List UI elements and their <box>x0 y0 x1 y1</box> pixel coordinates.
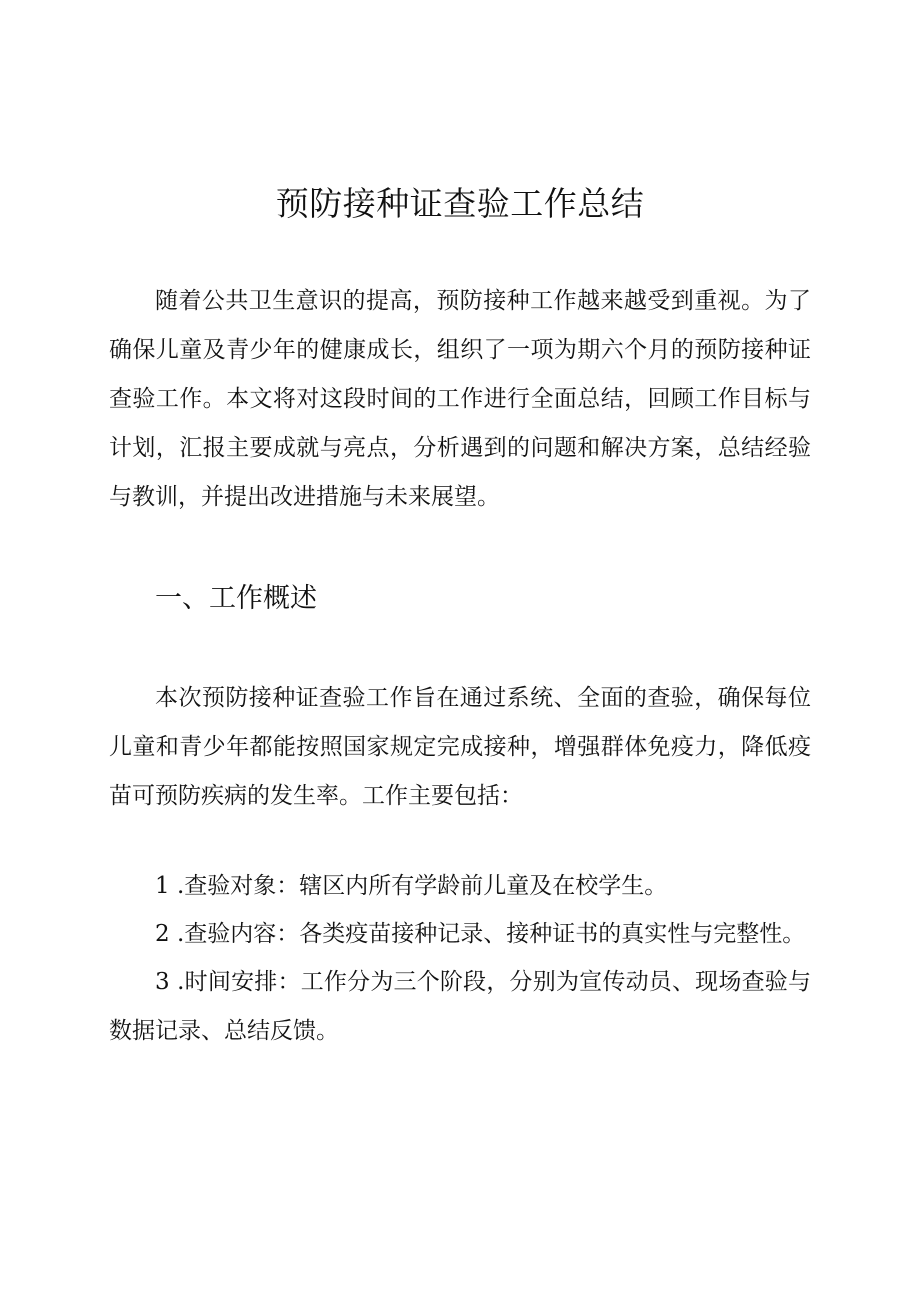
list-item-term: 时间安排： <box>184 969 301 995</box>
list-item-number: 3 . <box>155 969 185 995</box>
list-item-term: 查验对象： <box>184 873 300 899</box>
document-title: 预防接种证查验工作总结 <box>275 184 645 223</box>
list-item-inspection-content <box>109 910 811 959</box>
list-item-inspection-target <box>109 862 811 911</box>
section-heading-overview: 一、工作概述 <box>155 583 317 614</box>
intro-paragraph: 随着公共卫生意识的提高，预防接种工作越来越受到重视。为了确保儿童及青少年的健康成长，组织了一项为期六个月的预防接种证查验工作。本文将对这段时间的工作进行全面总结，回顾工作目标与计划，汇报主要成就与亮点，分析遇到的问题和解决方案，总结经验与教训，并提出改进措施与未来展望。 <box>109 288 811 510</box>
list-item-schedule <box>109 958 811 1056</box>
list-item-number: 2 . <box>155 921 185 947</box>
list-item-text: 各类疫苗接种记录、接种证书的真实性与完整性。 <box>299 921 806 947</box>
list-item-number: 1 . <box>155 873 185 899</box>
list-item-text: 工作分为三个阶段，分别为宣传动员、现场查验与数据记录、总结反馈。 <box>109 969 812 1044</box>
list-item-term: 查验内容： <box>184 921 300 947</box>
overview-paragraph: 本次预防接种证查验工作旨在通过系统、全面的查验，确保每位儿童和青少年都能按照国家规定完成接种，增强群体免疫力，降低疫苗可预防疾病的发生率。工作主要包括： <box>109 685 811 809</box>
list-item-text: 辖区内所有学龄前儿童及在校学生。 <box>299 873 668 899</box>
